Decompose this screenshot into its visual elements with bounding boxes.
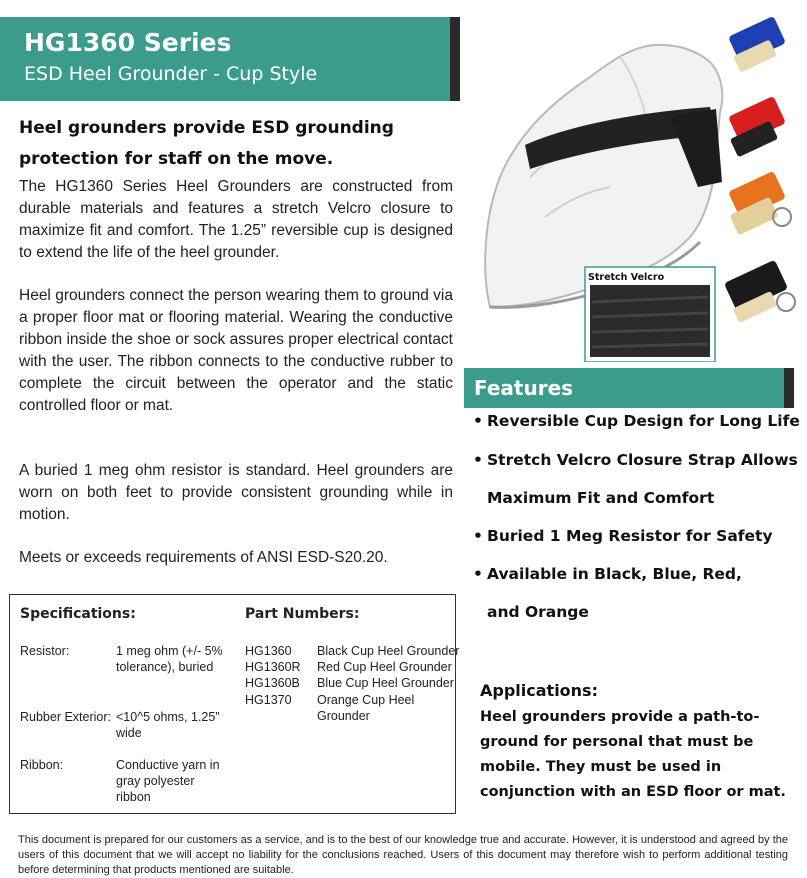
intro-paragraph-3: A buried 1 meg ohm resistor is standard. Heel grounders are worn on both feet to provide consistent grounding while in motion. xyxy=(19,462,453,523)
feature-item-label: Reversible Cup Design for Long Life xyxy=(487,412,800,430)
feature-item-3 xyxy=(473,527,773,545)
part-numbers-title: Part Numbers: xyxy=(245,606,360,622)
feature-item-2 xyxy=(473,451,798,469)
part-desc-3: Blue Cup Heel Grounder xyxy=(317,676,454,690)
part-code-4: HG1370 xyxy=(245,693,292,707)
cup-red-icon xyxy=(728,96,786,158)
part-code-1: HG1360 xyxy=(245,644,292,658)
footer-disclaimer: This document is prepared for our customers as a service, and is to the best of our knowledge true and accurate. However, it is understood and agreed by the users of this document that we will accept no liability for the conclusions reached. Users of this document may therefore wish to perform additional testing before determining that products mentioned are suitable. xyxy=(18,834,788,876)
cup-black-icon xyxy=(724,260,795,323)
part-code-2: HG1360R xyxy=(245,660,301,674)
rubber-label: Rubber Exterior: xyxy=(20,710,112,724)
feature-item-label: Stretch Velcro Closure Strap Allows xyxy=(487,451,798,469)
feature-item-2-continued: Maximum Fit and Comfort xyxy=(487,489,715,507)
bullet-icon: • xyxy=(473,565,483,583)
page-title: HG1360 Series xyxy=(24,28,232,57)
intro-paragraph-2: Heel grounders connect the person wearing them to ground via a proper floor mat or flooring material. Wearing the conductive ribbon inside the shoe or sock assures proper electrical contact with the user. The ribbon connects to the conductive rubber to complete the circuit between the operator and the static controlled floor or mat. xyxy=(19,287,453,414)
cup-orange-icon xyxy=(728,171,791,235)
velcro-inset-label: Stretch Velcro xyxy=(588,272,665,283)
bullet-icon: • xyxy=(473,412,483,430)
intro-paragraph-1: The HG1360 Series Heel Grounders are constructed from durable materials and features a stretch Velcro closure to maximize fit and comfort. The 1.25” reversible cup is designed to extend the life of the heel grounder. xyxy=(19,178,453,261)
product-illustration xyxy=(470,17,800,362)
applications-title: Applications: xyxy=(480,681,598,700)
rubber-value: <10^5 ohms, 1.25” wide xyxy=(116,710,220,740)
feature-item-1 xyxy=(473,412,800,430)
intro-headline: Heel grounders provide ESD grounding protection for staff on the move. xyxy=(19,118,394,169)
features-title: Features xyxy=(474,376,574,400)
part-desc-4: Orange Cup Heel Grounder xyxy=(317,693,415,723)
feature-item-4-continued: and Orange xyxy=(487,603,589,621)
product-image xyxy=(470,17,800,362)
features-band-shadow xyxy=(784,368,794,408)
specifications-title: Specifications: xyxy=(20,606,136,622)
header-band-shadow xyxy=(450,17,460,101)
intro-paragraph-4: Meets or exceeds requirements of ANSI ESD-S20.20. xyxy=(19,549,388,566)
part-desc-2: Red Cup Heel Grounder xyxy=(317,660,452,674)
resistor-label: Resistor: xyxy=(20,644,70,658)
part-desc-1: Black Cup Heel Grounder xyxy=(317,644,460,658)
feature-item-label: Available in Black, Blue, Red, xyxy=(487,565,742,583)
feature-item-4 xyxy=(473,565,742,583)
bullet-icon: • xyxy=(473,451,483,469)
part-code-3: HG1360B xyxy=(245,676,300,690)
ribbon-label: Ribbon: xyxy=(20,758,64,772)
resistor-value: 1 meg ohm (+/- 5% tolerance), buried xyxy=(116,644,223,674)
applications-text: Heel grounders provide a path-to-ground for personal that must be mobile. They must be used in conjunction with an ESD floor or mat. xyxy=(480,709,786,800)
ribbon-value: Conductive yarn in gray polyester ribbon xyxy=(116,758,220,804)
page-subtitle: ESD Heel Grounder - Cup Style xyxy=(24,63,318,85)
bullet-icon: • xyxy=(473,527,483,545)
feature-item-label: Buried 1 Meg Resistor for Safety xyxy=(487,527,773,545)
cup-blue-icon xyxy=(728,17,786,73)
